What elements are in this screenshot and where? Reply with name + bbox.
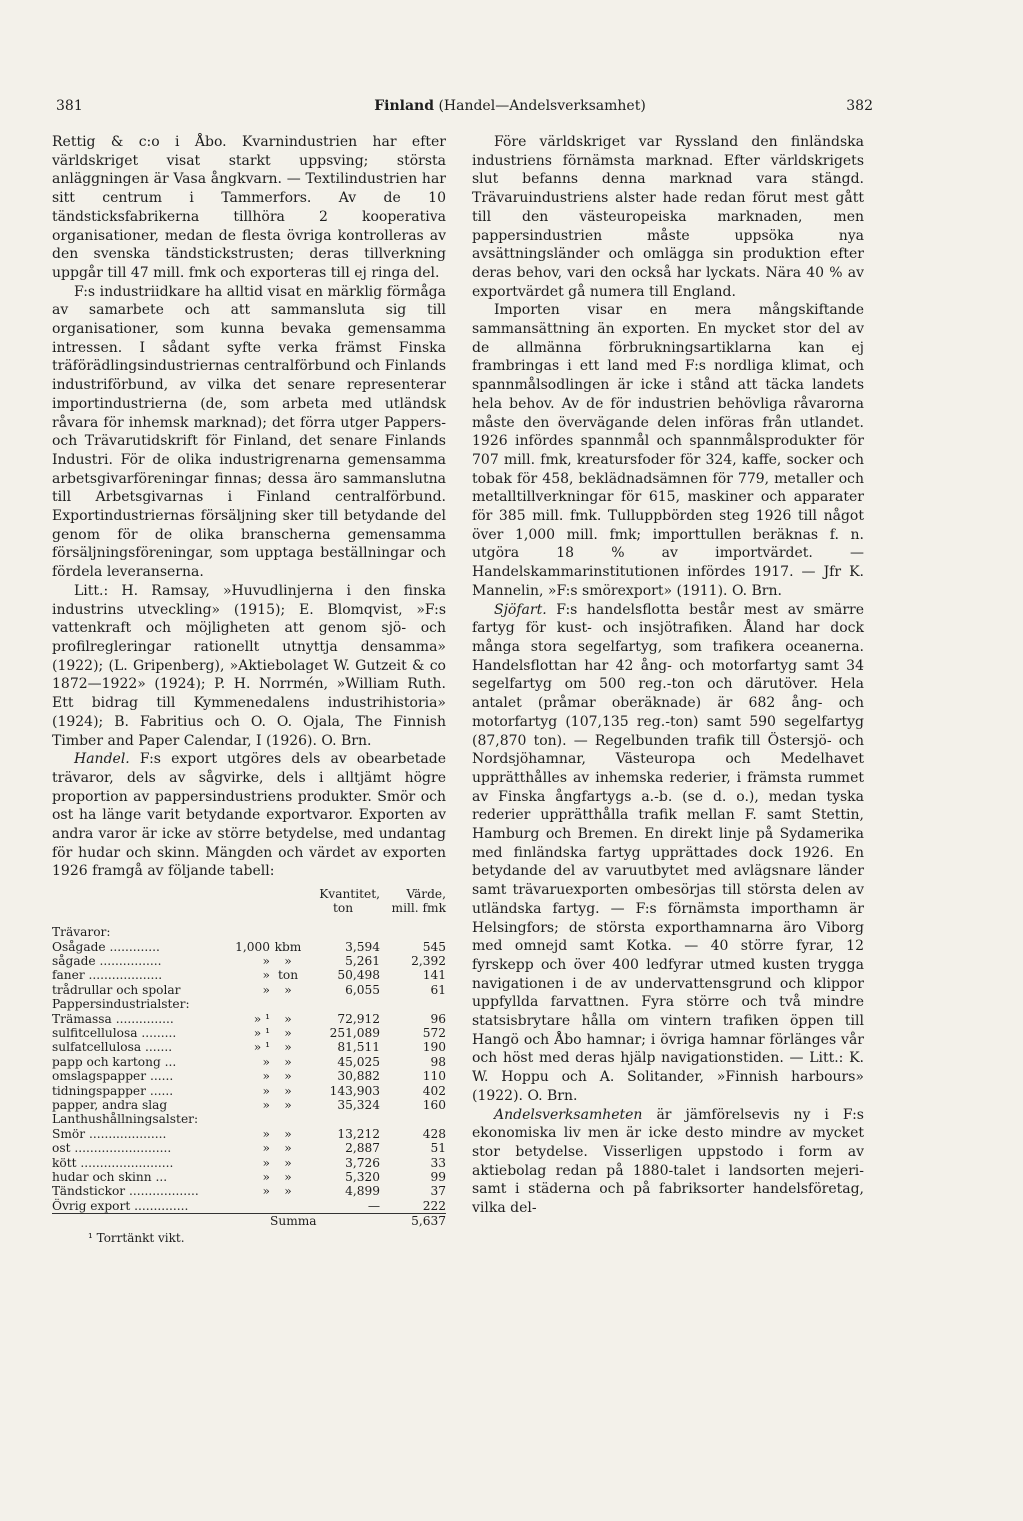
table-row xyxy=(52,1084,446,1098)
row-quantity: 72,912 xyxy=(337,1011,380,1026)
row-quantity xyxy=(306,925,380,939)
sum-label: Summa xyxy=(270,1214,380,1229)
row-unit-a: » xyxy=(262,1155,270,1170)
table-row xyxy=(52,1012,446,1026)
row-unit-a: » xyxy=(262,1141,270,1156)
row-unit-b: » xyxy=(284,982,292,997)
row-quantity: 6,055 xyxy=(345,982,380,997)
row-unit-b: » xyxy=(284,1155,292,1170)
row-quantity: 50,498 xyxy=(337,968,380,983)
table-row xyxy=(52,1040,446,1054)
row-unit-a: » xyxy=(262,968,270,983)
table-header-row xyxy=(52,887,446,901)
row-unit-a xyxy=(230,997,270,1011)
table-row xyxy=(52,1141,446,1155)
row-label: Övrig export .............. xyxy=(52,1198,189,1213)
row-value xyxy=(380,925,446,939)
row-unit-b xyxy=(270,1199,306,1214)
table-row xyxy=(52,997,446,1011)
row-label: ost ......................... xyxy=(52,1141,172,1156)
table-body xyxy=(52,925,446,1214)
row-unit-a xyxy=(230,925,270,939)
row-unit-b: » xyxy=(284,1083,292,1098)
row-unit-a: » xyxy=(262,1083,270,1098)
row-quantity: 81,511 xyxy=(337,1040,380,1055)
row-value: 96 xyxy=(430,1011,446,1026)
footnote: ¹ Torrtänkt vikt. xyxy=(88,1230,185,1245)
paragraph: Rettig & c:o i Åbo. Kvarnindustrien har efter världskriget visat starkt uppsving; största anläggningen är Vasa ångkvarn. — Textilindustrien har sitt centrum i Tammerfors. Av de 10 tändsticksfabrikerna tillhöra 2 kooperativa organisationer, medan de flesta övriga kontrolleras av den svenska tändstickstrusten; deras tillverkning uppgår till 47 mill. fmk och exporteras till ej ringa del. xyxy=(52,134,446,281)
row-unit-b: » xyxy=(284,1126,292,1141)
row-unit-a: » xyxy=(262,1054,270,1069)
row-label: Trävaror: xyxy=(52,925,111,940)
row-quantity: 5,320 xyxy=(345,1170,380,1185)
table-row xyxy=(52,1156,446,1170)
paragraph-handel xyxy=(52,750,446,881)
row-value: 37 xyxy=(430,1184,446,1199)
header-subtitle: (Handel—Andelsverksamhet) xyxy=(438,98,646,114)
row-value: 545 xyxy=(422,939,446,954)
row-quantity: 4,899 xyxy=(345,1184,380,1199)
row-quantity: 2,887 xyxy=(345,1141,380,1156)
row-value: 98 xyxy=(430,1054,446,1069)
table-row xyxy=(52,1170,446,1184)
header-title: Finland xyxy=(374,98,434,114)
table-sum-row xyxy=(52,1214,446,1229)
paragraph: Före världskriget var Ryssland den finländska industriens förnämsta marknad. Efter världskrigets slut befanns denna marknad vara stängd. Trävaruindustriens alster hade redan förut mest gått till den västeuropeiska marknaden, men pappersindustrien måste uppsöka nya avsättningsländer och omlägga sin produktion efter deras behov, vari den också har lyckats. Nära 40 % av exportvärdet gå numera till England. xyxy=(472,134,864,300)
running-header xyxy=(290,98,730,114)
left-column xyxy=(52,133,446,1247)
row-quantity: 251,089 xyxy=(329,1025,380,1040)
table-row xyxy=(52,968,446,982)
row-label: trådrullar och spolar xyxy=(52,982,181,997)
row-label: faner ................... xyxy=(52,968,163,983)
row-value: 2,392 xyxy=(411,953,446,968)
paragraph-sjofart xyxy=(472,601,864,1106)
row-unit-b: » xyxy=(284,1184,292,1199)
row-unit-a: » ¹ xyxy=(253,1011,270,1026)
section-heading-sjofart: Sjöfart. xyxy=(494,601,547,618)
page-number-right: 382 xyxy=(846,98,873,114)
row-unit-b xyxy=(270,997,306,1011)
table-row xyxy=(52,983,446,997)
row-label: Trämassa ............... xyxy=(52,1011,174,1026)
row-value: 190 xyxy=(422,1040,446,1055)
paragraph: Litt.: H. Ramsay, »Huvudlinjerna i den finska industrins utveckling» (1915); E. Blomqvist, »F:s vattenkraft och möjligheten att genom sjö- och profilregleringar rationellt utnyttja densamma» (1922); (L. Gripenberg), »Aktiebolaget W. Gutzeit & co 1872—1922» (1924); P. H. Norrmén, »William Ruth. Ett bidrag till Kymmenedalens industrihistoria» (1924); B. Fabritius och O. O. Ojala, The Finnish Timber and Paper Calendar, I (1926). O. Brn. xyxy=(52,582,446,749)
row-label: papper, andra slag xyxy=(52,1098,168,1112)
table-row xyxy=(52,1055,446,1069)
row-unit-a: » xyxy=(262,1069,270,1084)
row-unit-b xyxy=(270,925,306,939)
row-label: Pappersindustrialster: xyxy=(52,997,190,1012)
row-quantity xyxy=(306,997,380,1011)
row-label: omslagspapper ...... xyxy=(52,1069,174,1084)
row-quantity: 143,903 xyxy=(329,1083,380,1098)
table-row xyxy=(52,1127,446,1141)
table-row xyxy=(52,1112,446,1126)
row-unit-b: » xyxy=(284,953,292,968)
row-value: 428 xyxy=(422,1126,446,1141)
export-table xyxy=(52,887,446,1229)
row-unit-b: » xyxy=(284,1098,292,1112)
row-quantity: 3,594 xyxy=(345,939,380,954)
col-header-val: Värde, xyxy=(406,887,446,902)
table-row xyxy=(52,1184,446,1198)
row-unit-a: » xyxy=(262,1184,270,1199)
row-value: 222 xyxy=(422,1198,446,1213)
row-label: sulfatcellulosa ....... xyxy=(52,1040,173,1055)
row-label: sågade ................ xyxy=(52,953,162,968)
right-column xyxy=(472,133,864,1218)
table-row xyxy=(52,925,446,939)
row-quantity: 3,726 xyxy=(345,1155,380,1170)
paragraph-text: F:s export utgöres dels av obearbetade trävaror, dels av sågvirke, dels i alltjämt högre proportion av pappersindustriens produkter. Smör och ost ha länge varit betydande exportvaror. Exporten av andra varor är icke av större betydelse, med undantag för hudar och skinn. Mängden och värdet av exporten 1926 framgå av följande tabell: xyxy=(52,751,446,880)
row-unit-a xyxy=(230,1112,270,1126)
row-value: 572 xyxy=(422,1025,446,1040)
row-unit-b: ton xyxy=(277,968,299,983)
row-unit-a: » xyxy=(262,953,270,968)
row-label: hudar och skinn ... xyxy=(52,1170,168,1185)
section-heading-handel: Handel. xyxy=(74,751,130,768)
row-unit-a xyxy=(230,1199,270,1214)
table-row xyxy=(52,1098,446,1112)
row-value: 33 xyxy=(430,1155,446,1170)
row-unit-b: » xyxy=(284,1170,292,1185)
paragraph-text: F:s handelsflotta består mest av smärre fartyg för kust- och insjötrafiken. Åland har dock många stora segelfartyg, som trafikera oceanerna. Handelsflottan har 42 ång- och motorfartyg samt 34 segelfartyg om 500 reg.-ton och därutöver. Hela antalet (pråmar oberäknade) är 682 ång- och motorfartyg (107,135 reg.-ton) samt 590 segelfartyg (87,870 ton). — Regelbunden trafik till Östersjö- och Nordsjöhamnar, Västeuropa och Medelhavet upprätthålles av inhemska rederier, i främsta rummet av Finska ångfartygs a.-b. (se d. o.), medan tyska rederier upprätthålla trafik mellan F. samt Stettin, Hamburg och Bremen. En direkt linje på Sydamerika med finländska fartyg upprättades dock 1926. En betydande del av varuutbytet med avlägsnare länder samt trävaruexporten ombesörjas till största delen av utländska fartyg. — F:s förnämsta importhamn är Helsingfors; de största exporthamnarna äro Viborg med omnejd samt Kotka. — 40 större fyrar, 12 fyrskepp och över 400 ledfyrar utmed kusten trygga navigationen i de av undervattensgrund och klippor uppfyllda farvattnen. Fyra större och två mindre statsisbrytare hålla om vintern trafiken öppen till Hangö och Åbo hamnar; i övriga hamnar förlänges vår och höst med deras hjälp navigationstiden. — Litt.: K. W. Hoppu och A. Solitander, »Finnish harbours» (1922). O. Brn. xyxy=(472,601,864,1104)
row-quantity: 5,261 xyxy=(345,953,380,968)
table-row xyxy=(52,1069,446,1083)
sum-value: 5,637 xyxy=(380,1214,446,1229)
paragraph-text: är jämförelsevis ny i F:s ekonomiska liv men är icke desto mindre av mycket stor betydelse. Visserligen uppstodo i form av aktiebolag redan på 1880-talet i landsorten mejeri- samt i städerna och på fabriksorter handelsföretag, vilka del- xyxy=(472,1106,864,1217)
row-unit-b: » xyxy=(284,1011,292,1026)
row-unit-a: » ¹ xyxy=(253,1040,270,1055)
row-value: 402 xyxy=(422,1083,446,1098)
col-header-qty-unit: ton xyxy=(332,901,354,916)
row-value xyxy=(380,1112,446,1126)
row-label: sulfitcellulosa ......... xyxy=(52,1025,177,1040)
row-unit-b: » xyxy=(284,1025,292,1040)
row-label: Osågade ............. xyxy=(52,939,160,954)
row-unit-a: 1,000 xyxy=(235,939,270,954)
row-unit-b: » xyxy=(284,1054,292,1069)
row-unit-b: » xyxy=(284,1141,292,1156)
table-row xyxy=(52,1199,446,1214)
row-label: papp och kartong ... xyxy=(52,1054,177,1069)
row-unit-a: » xyxy=(262,1126,270,1141)
table-row xyxy=(52,940,446,954)
row-unit-b: kbm xyxy=(274,939,302,954)
page-number-left: 381 xyxy=(56,98,83,114)
row-quantity xyxy=(306,1112,380,1126)
row-unit-a: » ¹ xyxy=(253,1025,270,1040)
row-label: Lanthushållningsalster: xyxy=(52,1112,199,1127)
row-unit-a: » xyxy=(262,1098,270,1112)
row-quantity: 35,324 xyxy=(337,1098,380,1112)
row-unit-b: » xyxy=(284,1069,292,1084)
col-header-qty: Kvantitet, xyxy=(319,887,380,902)
row-value: 51 xyxy=(430,1141,446,1156)
row-unit-b: » xyxy=(284,1040,292,1055)
row-value: 61 xyxy=(430,982,446,997)
row-quantity: 45,025 xyxy=(337,1054,380,1069)
row-value: 160 xyxy=(422,1098,446,1112)
table-header-row xyxy=(52,901,446,915)
row-value xyxy=(380,997,446,1011)
row-label: Smör .................... xyxy=(52,1126,167,1141)
table-row xyxy=(52,954,446,968)
row-value: 141 xyxy=(422,968,446,983)
row-label: kött ........................ xyxy=(52,1155,174,1170)
row-quantity: — xyxy=(367,1198,380,1213)
paragraph-andelsverksamhet xyxy=(472,1106,864,1218)
paragraph: Importen visar en mera mångskiftande sammansättning än exporten. En mycket stor del av de allmänna förbrukningsartiklarna kan ej frambringas i ett land med F:s nordliga klimat, och spannmålsodlingen är icke i stånd att täcka landets hela behov. Av de för industrien behövliga råvarorna måste den övervägande delen införas från utlandet. 1926 infördes spannmål och spannmålsprodukter för 707 mill. fmk, kreatursfoder för 324, kaffe, socker och tobak för 458, beklädnadsämnen för 779, metaller och metalltillverkningar för 615, maskiner och apparater för 385 mill. fmk. Tulluppbörden steg 1926 till något över 1,000 mill. fmk; importtullen beräknas f. n. utgöra 18 % av importvärdet. — Handelskammarinstitutionen infördes 1917. — Jfr K. Mannelin, »F:s smörexport» (1911). O. Brn. xyxy=(472,302,864,599)
row-label: tidningspapper ...... xyxy=(52,1083,174,1098)
table-row xyxy=(52,1026,446,1040)
col-header-val-unit: mill. fmk xyxy=(391,901,446,916)
row-unit-b xyxy=(270,1112,306,1126)
row-quantity: 13,212 xyxy=(337,1126,380,1141)
row-unit-a: » xyxy=(262,982,270,997)
row-value: 99 xyxy=(430,1170,446,1185)
row-label: Tändstickor .................. xyxy=(52,1184,199,1199)
paragraph: F:s industriidkare ha alltid visat en märklig förmåga av samarbete och att sammansluta sig till organisationer, som kunna bevaka gemensamma intressen. I sådant syfte verka främst Finska träförädlingsindustriernas centralförbund och Finlands industriförbund, av vilka det senare representerar importindustrierna (de, som arbeta med utländsk råvara för inhemsk marknad); det förra utger Pappers- och Trävarutidskrift för Finland, det senare Finlands Industri. För de olika industrigrenarna gemensamma arbetsgivarföreningar finnas; dessa äro sammanslutna till Arbetsgivarnas i Finland centralförbund. Exportindustriernas försäljning sker till betydande del genom för de olika branscherna gemensamma försäljningsföreningar, som upptaga beställningar och fördela leveranserna. xyxy=(52,283,446,581)
row-quantity: 30,882 xyxy=(337,1069,380,1084)
row-unit-a: » xyxy=(262,1170,270,1185)
section-heading-andels: Andelsverksamheten xyxy=(494,1106,643,1123)
row-value: 110 xyxy=(422,1069,446,1084)
